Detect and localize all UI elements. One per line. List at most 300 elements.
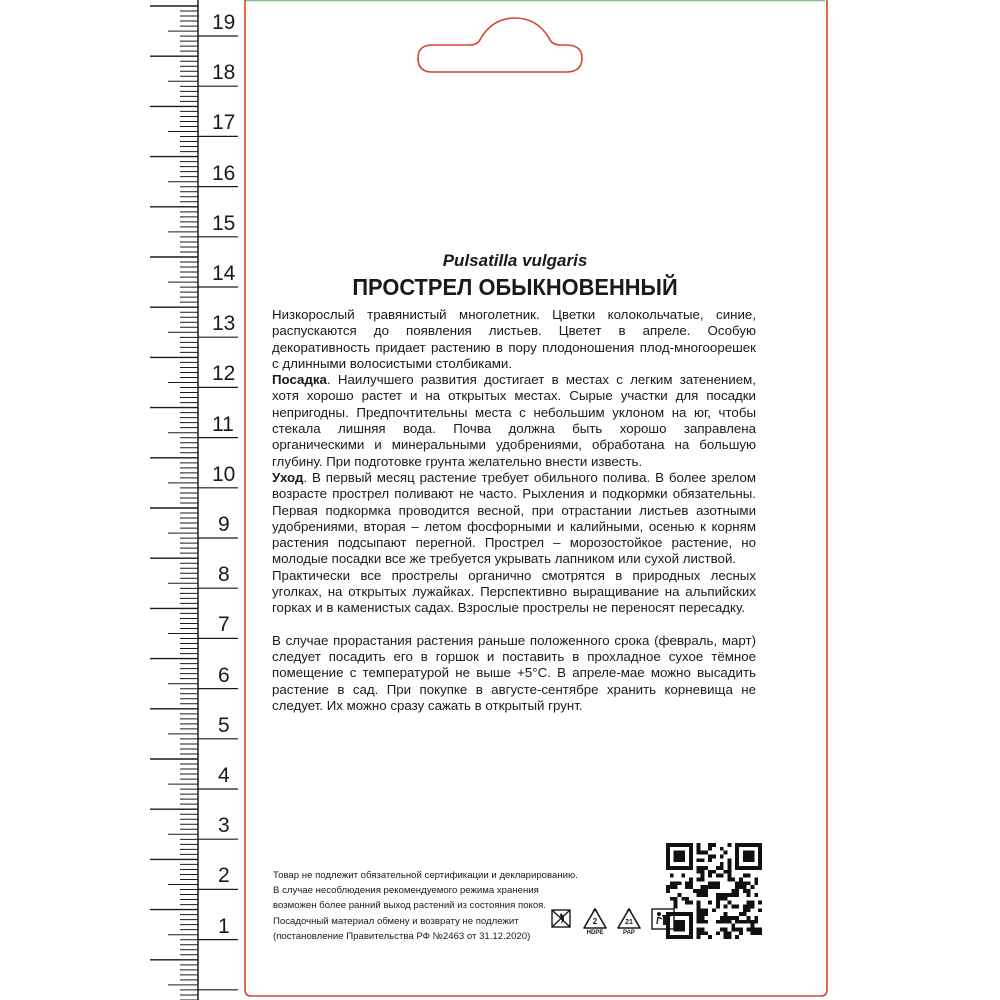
- qr-module: [670, 885, 674, 889]
- qr-module: [716, 897, 720, 901]
- ruler-number: 1: [218, 914, 230, 938]
- qr-module: [689, 927, 693, 931]
- qr-module: [666, 924, 670, 928]
- qr-module: [701, 920, 705, 924]
- qr-module: [678, 851, 682, 855]
- ruler-number: 17: [212, 111, 236, 135]
- qr-module: [731, 904, 735, 908]
- qr-module: [689, 920, 693, 924]
- qr-module: [724, 912, 728, 916]
- qr-module: [754, 927, 758, 931]
- qr-module: [666, 858, 670, 862]
- planting-label: Посадка: [272, 372, 327, 388]
- qr-module: [701, 878, 705, 882]
- ruler-number: 6: [218, 663, 230, 687]
- qr-module: [739, 843, 743, 847]
- qr-module: [689, 935, 693, 939]
- qr-module: [666, 912, 670, 916]
- qr-module: [708, 858, 712, 862]
- qr-module: [716, 866, 720, 870]
- qr-module: [666, 927, 670, 931]
- qr-module: [754, 843, 758, 847]
- qr-module: [724, 897, 728, 901]
- qr-module: [666, 855, 670, 859]
- qr-module: [689, 924, 693, 928]
- qr-module: [681, 851, 685, 855]
- qr-module: [750, 901, 754, 905]
- qr-module: [689, 858, 693, 862]
- qr-module: [681, 927, 685, 931]
- qr-module: [735, 881, 739, 885]
- qr-module: [685, 897, 689, 901]
- qr-module: [758, 858, 762, 862]
- qr-module: [716, 904, 720, 908]
- qr-module: [681, 866, 685, 870]
- qr-module: [735, 843, 739, 847]
- qr-module: [747, 893, 751, 897]
- qr-module: [750, 931, 754, 935]
- qr-module: [697, 866, 701, 870]
- qr-module: [685, 912, 689, 916]
- qr-module: [716, 901, 720, 905]
- qr-module: [666, 885, 670, 889]
- qr-module: [727, 935, 731, 939]
- qr-module: [720, 862, 724, 866]
- qr-module: [697, 935, 701, 939]
- qr-module: [750, 924, 754, 928]
- qr-module: [674, 881, 678, 885]
- qr-module: [754, 920, 758, 924]
- legal-line: Посадочный материал обмену и возврату не подлежит: [273, 915, 519, 927]
- qr-module: [708, 855, 712, 859]
- qr-module: [743, 866, 747, 870]
- description: [272, 307, 756, 714]
- qr-module: [697, 908, 701, 912]
- qr-module: [720, 927, 724, 931]
- qr-module: [724, 904, 728, 908]
- qr-module: [685, 885, 689, 889]
- ruler-number: 12: [212, 362, 236, 386]
- qr-module: [712, 908, 716, 912]
- qr-module: [670, 881, 674, 885]
- qr-module: [731, 927, 735, 931]
- qr-module: [754, 866, 758, 870]
- qr-module: [754, 893, 758, 897]
- product-title: ПРОСТРЕЛ ОБЫКНОВЕННЫЙ: [352, 274, 678, 300]
- qr-module: [701, 927, 705, 931]
- qr-module: [750, 858, 754, 862]
- qr-module: [701, 912, 705, 916]
- qr-module: [704, 912, 708, 916]
- hang-hole-outline: [418, 18, 582, 72]
- qr-module: [720, 847, 724, 851]
- qr-module: [747, 901, 751, 905]
- legal-line: (постановление Правительства РФ №2463 от 31.12.2020): [273, 930, 531, 942]
- qr-module: [674, 912, 678, 916]
- qr-module: [743, 885, 747, 889]
- qr-module: [674, 851, 678, 855]
- qr-module: [747, 874, 751, 878]
- recycle-label: PAP: [623, 930, 635, 936]
- qr-module: [720, 897, 724, 901]
- qr-module: [666, 866, 670, 870]
- qr-module: [689, 881, 693, 885]
- qr-module: [697, 916, 701, 920]
- legal-line: В случае несоблюдения рекомендуемого режима хранения: [273, 885, 539, 897]
- qr-module: [727, 862, 731, 866]
- ruler-number: 8: [218, 563, 230, 587]
- qr-module: [678, 866, 682, 870]
- qr-module: [724, 920, 728, 924]
- recycle-pap-icon: [616, 907, 642, 937]
- qr-module: [758, 851, 762, 855]
- qr-module: [689, 912, 693, 916]
- qr-module: [674, 904, 678, 908]
- qr-module: [727, 916, 731, 920]
- qr-module: [701, 874, 705, 878]
- ruler-number: 9: [218, 513, 230, 536]
- qr-module: [720, 920, 724, 924]
- qr-module: [735, 893, 739, 897]
- qr-module: [720, 855, 724, 859]
- qr-module: [727, 901, 731, 905]
- qr-module: [712, 885, 716, 889]
- qr-module: [697, 843, 701, 847]
- qr-module: [739, 920, 743, 924]
- ruler-number: 11: [212, 412, 234, 436]
- qr-module: [735, 927, 739, 931]
- qr-module: [681, 912, 685, 916]
- qr-module: [689, 901, 693, 905]
- qr-module: [754, 881, 758, 885]
- qr-module: [681, 858, 685, 862]
- qr-module: [678, 855, 682, 859]
- qr-module: [731, 924, 735, 928]
- qr-module: [678, 893, 682, 897]
- qr-module: [743, 843, 747, 847]
- ruler-number: 4: [218, 764, 230, 787]
- qr-module: [758, 847, 762, 851]
- qr-module: [704, 866, 708, 870]
- qr-module: [666, 920, 670, 924]
- qr-module: [704, 893, 708, 897]
- qr-module: [743, 912, 747, 916]
- qr-module: [697, 889, 701, 893]
- qr-module: [666, 851, 670, 855]
- qr-module: [727, 870, 731, 874]
- no-incineration-icon: [548, 907, 574, 937]
- qr-module: [670, 912, 674, 916]
- qr-module: [735, 889, 739, 893]
- qr-module: [708, 881, 712, 885]
- qr-module: [743, 904, 747, 908]
- qr-module: [758, 927, 762, 931]
- latin-name: Pulsatilla vulgaris: [442, 251, 588, 270]
- qr-module: [739, 927, 743, 931]
- qr-module: [666, 847, 670, 851]
- qr-module: [689, 843, 693, 847]
- qr-module: [689, 916, 693, 920]
- qr-module: [743, 855, 747, 859]
- qr-module: [727, 874, 731, 878]
- qr-module: [674, 843, 678, 847]
- qr-module: [750, 920, 754, 924]
- qr-module: [678, 935, 682, 939]
- qr-module: [727, 858, 731, 862]
- qr-module: [704, 885, 708, 889]
- qr-module: [704, 931, 708, 935]
- qr-module: [708, 870, 712, 874]
- qr-module: [716, 874, 720, 878]
- qr-module: [674, 885, 678, 889]
- ruler-number: 15: [212, 211, 236, 235]
- qr-module: [689, 866, 693, 870]
- qr-module: [754, 878, 758, 882]
- qr-module: [750, 851, 754, 855]
- qr-module: [750, 904, 754, 908]
- qr-module: [739, 878, 743, 882]
- ruler-number: 3: [218, 814, 230, 838]
- packaging-symbols: [548, 907, 676, 937]
- qr-module: [758, 908, 762, 912]
- qr-module: [747, 904, 751, 908]
- qr-module: [697, 847, 701, 851]
- ruler-number: 18: [212, 61, 236, 85]
- qr-module: [697, 904, 701, 908]
- qr-module: [754, 916, 758, 920]
- qr-module: [758, 931, 762, 935]
- qr-module: [724, 916, 728, 920]
- qr-module: [720, 874, 724, 878]
- qr-module: [674, 901, 678, 905]
- qr-module: [743, 858, 747, 862]
- qr-module: [666, 935, 670, 939]
- qr-module: [697, 920, 701, 924]
- qr-module: [747, 866, 751, 870]
- qr-module: [747, 843, 751, 847]
- ruler-number: 2: [218, 864, 230, 888]
- qr-module: [747, 855, 751, 859]
- qr-module: [720, 866, 724, 870]
- qr-module: [701, 893, 705, 897]
- qr-module: [697, 927, 701, 931]
- qr-module: [747, 920, 751, 924]
- ruler-number: 16: [212, 161, 236, 185]
- planting-paragraph: [272, 372, 756, 470]
- qr-module: [735, 862, 739, 866]
- qr-module: [758, 901, 762, 905]
- qr-module: [735, 858, 739, 862]
- qr-module: [678, 912, 682, 916]
- qr-module: [666, 916, 670, 920]
- qr-module: [727, 866, 731, 870]
- qr-module: [681, 935, 685, 939]
- ruler-number: 7: [218, 613, 230, 637]
- qr-module: [701, 866, 705, 870]
- qr-module: [724, 935, 728, 939]
- qr-module: [716, 893, 720, 897]
- qr-module: [731, 916, 735, 920]
- qr-module: [708, 935, 712, 939]
- qr-module: [681, 920, 685, 924]
- qr-module: [697, 878, 701, 882]
- recycle-label: HDPE: [586, 930, 604, 936]
- qr-module: [712, 881, 716, 885]
- qr-module: [712, 870, 716, 874]
- qr-module: [670, 897, 674, 901]
- qr-module: [743, 908, 747, 912]
- qr-module: [735, 935, 739, 939]
- qr-module: [743, 889, 747, 893]
- qr-module: [685, 843, 689, 847]
- qr-module: [758, 862, 762, 866]
- qr-module: [704, 908, 708, 912]
- care-paragraph: [272, 470, 756, 568]
- qr-module: [701, 870, 705, 874]
- qr-module: [758, 843, 762, 847]
- qr-module: [666, 843, 670, 847]
- qr-module: [716, 881, 720, 885]
- qr-module: [750, 855, 754, 859]
- ruler-number: 14: [212, 262, 236, 285]
- qr-module: [701, 889, 705, 893]
- ruler-number: 19: [212, 11, 236, 34]
- qr-module: [697, 870, 701, 874]
- qr-module: [735, 885, 739, 889]
- ruler-number: 5: [218, 713, 230, 737]
- qr-module: [727, 931, 731, 935]
- care-text: . В первый месяц растение требует обильного полива. В более зрелом возрасте прострел поливают не часто. Рыхления и подкормки обязательны. Первая подкормка проводится весной, при отрастании листьев азотными удобрениями, вторая – летом фосфорными и калийными, осенью к корням растения подсыпают перегной. Прострел – морозостойкое растение, но молодые посадки все же требуется укрывать лапником или сухой листвой.: [272, 469, 756, 567]
- qr-module: [739, 931, 743, 935]
- legal-notes: [273, 868, 593, 944]
- usage-paragraph: Практически все прострелы органично смотрятся в природных лесных уголках, на открытых лужайках. Перспективно выращивание на альпийских горках и в каменистых садах. Взрослые прострелы не переносят пересадку.: [272, 567, 756, 616]
- qr-module: [735, 866, 739, 870]
- qr-module: [685, 866, 689, 870]
- qr-module: [681, 843, 685, 847]
- qr-module: [712, 855, 716, 859]
- qr-module: [674, 897, 678, 901]
- qr-module: [666, 862, 670, 866]
- qr-module: [670, 866, 674, 870]
- qr-module: [750, 885, 754, 889]
- qr-module: [689, 851, 693, 855]
- qr-module: [724, 870, 728, 874]
- qr-module: [697, 851, 701, 855]
- qr-module: [731, 878, 735, 882]
- qr-module: [716, 920, 720, 924]
- qr-module: [693, 889, 697, 893]
- qr-module: [708, 874, 712, 878]
- qr-module: [708, 847, 712, 851]
- qr-module: [670, 843, 674, 847]
- qr-module: [678, 927, 682, 931]
- qr-module: [678, 858, 682, 862]
- qr-module: [674, 858, 678, 862]
- legal-line: возможен более ранний выход растений из состояния покоя.: [273, 900, 547, 912]
- qr-module: [735, 847, 739, 851]
- qr-module: [681, 924, 685, 928]
- qr-module: [747, 889, 751, 893]
- qr-module: [674, 927, 678, 931]
- qr-module: [704, 851, 708, 855]
- qr-module: [724, 931, 728, 935]
- qr-code: [666, 843, 762, 939]
- qr-module: [750, 927, 754, 931]
- qr-module: [674, 920, 678, 924]
- qr-module: [731, 889, 735, 893]
- qr-module: [743, 874, 747, 878]
- qr-module: [735, 920, 739, 924]
- qr-module: [727, 920, 731, 924]
- qr-module: [697, 912, 701, 916]
- recycle-code: 21: [625, 919, 633, 926]
- qr-module: [758, 866, 762, 870]
- qr-module: [704, 889, 708, 893]
- qr-module: [685, 935, 689, 939]
- qr-module: [750, 866, 754, 870]
- qr-module: [666, 889, 670, 893]
- qr-module: [747, 851, 751, 855]
- qr-module: [747, 927, 751, 931]
- qr-module: [681, 855, 685, 859]
- qr-module: [689, 878, 693, 882]
- qr-module: [716, 885, 720, 889]
- qr-module: [701, 908, 705, 912]
- qr-module: [704, 920, 708, 924]
- qr-module: [689, 855, 693, 859]
- qr-module: [747, 916, 751, 920]
- qr-module: [685, 881, 689, 885]
- qr-module: [727, 843, 731, 847]
- qr-module: [708, 901, 712, 905]
- legal-line: Товар не подлежит обязательной сертификации и декларированию.: [273, 870, 578, 881]
- qr-module: [747, 881, 751, 885]
- qr-module: [689, 885, 693, 889]
- recycle-code: 2: [592, 917, 598, 926]
- qr-module: [678, 924, 682, 928]
- qr-module: [678, 843, 682, 847]
- qr-module: [716, 931, 720, 935]
- qr-module: [674, 855, 678, 859]
- qr-module: [674, 924, 678, 928]
- qr-module: [681, 874, 685, 878]
- qr-module: [689, 931, 693, 935]
- qr-module: [747, 908, 751, 912]
- qr-module: [735, 904, 739, 908]
- qr-module: [689, 847, 693, 851]
- qr-module: [681, 897, 685, 901]
- qr-module: [697, 901, 701, 905]
- qr-module: [739, 866, 743, 870]
- qr-module: [754, 931, 758, 935]
- qr-module: [747, 858, 751, 862]
- qr-module: [739, 885, 743, 889]
- qr-module: [701, 885, 705, 889]
- qr-module: [701, 916, 705, 920]
- qr-module: [739, 881, 743, 885]
- recycle-hdpe-icon: [582, 907, 608, 937]
- qr-module: [735, 916, 739, 920]
- qr-module: [697, 858, 701, 862]
- ruler-number: 10: [212, 462, 236, 486]
- qr-module: [712, 843, 716, 847]
- qr-module: [758, 855, 762, 859]
- qr-module: [666, 931, 670, 935]
- qr-module: [674, 866, 678, 870]
- qr-module: [685, 901, 689, 905]
- qr-module: [727, 893, 731, 897]
- storage-paragraph: В случае прорастания растения раньше положенного срока (февраль, март) следует посадить его в горшок и поставить в прохладное сухое тёмное помещение с температурой не выше +5°С. В апреле-мае можно высадить растение в сад. При покупке в августе-сентябре хранить корневища не следует. Их можно сразу сажать в открытый грунт.: [272, 632, 756, 713]
